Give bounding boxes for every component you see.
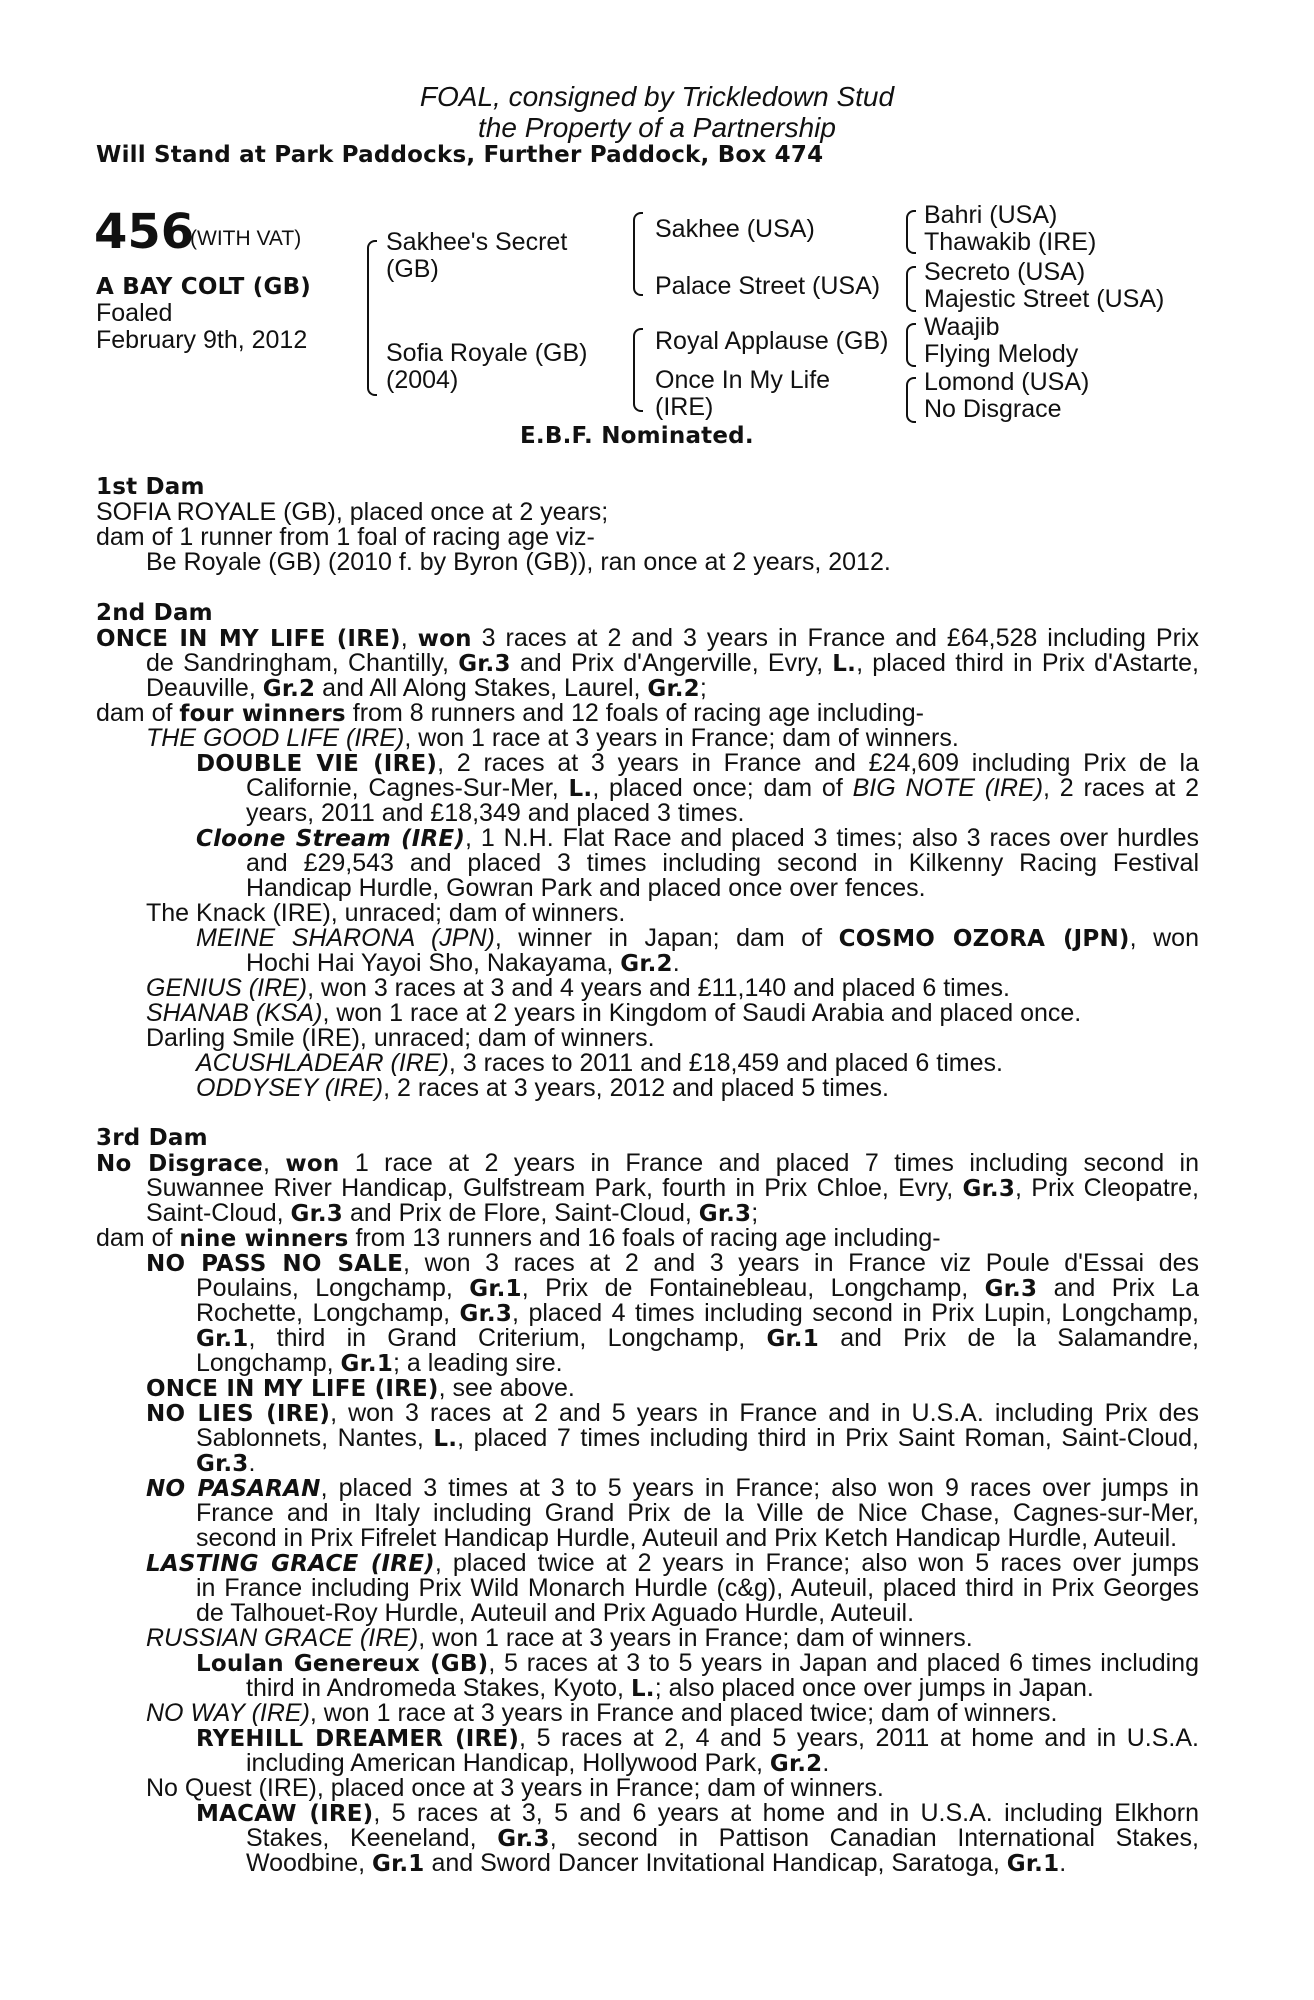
- horse-name: GENIUS (IRE): [146, 974, 308, 1002]
- pedigree-g3: Thawakib (IRE): [924, 228, 1097, 256]
- dam1-line: dam of 1 runner from 1 foal of racing age viz-: [96, 523, 595, 551]
- section-heading-1st-dam: 1st Dam: [96, 474, 205, 500]
- horse-name: RUSSIAN GRACE (IRE): [146, 1624, 419, 1652]
- horse-name: No Disgrace: [96, 1151, 263, 1177]
- text: .: [248, 1449, 256, 1477]
- dam3-line: [146, 1626, 973, 1651]
- dam3-line: in France including Prix Wild Monarch Hurdle (c&g), Auteuil, placed third in Prix Georges: [196, 1574, 1199, 1602]
- text: Deauville,: [146, 674, 263, 702]
- property-line: the Property of a Partnership: [478, 112, 836, 143]
- grade: Gr.2: [769, 1751, 823, 1777]
- text: , won 3 races at 3 and 4 years and £11,140 and placed 6 times.: [307, 974, 1010, 1002]
- text: , placed third in Prix d'Astarte,: [856, 649, 1199, 677]
- text: , placed 4 times including second in Prix Lupin, Longchamp,: [512, 1299, 1199, 1327]
- section-heading-2nd-dam: 2nd Dam: [96, 600, 213, 626]
- text: de Sandringham, Chantilly,: [146, 649, 459, 677]
- horse-name: LASTING GRACE (IRE): [146, 1551, 435, 1577]
- horse-name: NO WAY (IRE): [146, 1699, 310, 1727]
- text: , won 1 race at 3 years in France; dam of winners.: [418, 1624, 973, 1652]
- pedigree-brace: [633, 328, 643, 412]
- winners-count: four winners: [179, 701, 346, 727]
- text: dam of: [96, 699, 180, 727]
- text: Poulains, Longchamp,: [196, 1274, 470, 1302]
- grade: Gr.1: [1006, 1851, 1060, 1877]
- grade: Gr.1: [469, 1276, 522, 1302]
- dam3-line: [196, 1451, 255, 1477]
- text: , second in Pattison Canadian International Stakes,: [549, 1824, 1199, 1852]
- pedigree-dam-sire: Royal Applause (GB): [655, 327, 889, 355]
- grade: Gr.3: [458, 651, 511, 677]
- pedigree-brace: [906, 210, 916, 254]
- dam2-line: [146, 726, 959, 751]
- text: , 2 races at 2: [1043, 774, 1199, 802]
- section-heading-3rd-dam: 3rd Dam: [96, 1125, 208, 1151]
- grade: Gr.3: [962, 1176, 1016, 1202]
- dam3-line: [146, 1701, 1058, 1726]
- text: , 3 races to 2011 and £18,459 and placed 6 times.: [448, 1049, 1003, 1077]
- text: , 5 races at 2, 4 and 5 years, 2011 at home and in U.S.A.: [519, 1724, 1199, 1752]
- dam2-line: Handicap Hurdle, Gowran Park and placed once over fences.: [246, 874, 926, 902]
- pedigree-sire: Sakhee's Secret: [386, 228, 568, 256]
- grade: Gr.2: [620, 951, 673, 977]
- pedigree-g3: No Disgrace: [924, 395, 1062, 423]
- text: , 2 races at 3 years in France and £24,609 including Prix de la: [437, 749, 1199, 777]
- text: , placed once; dam of: [592, 774, 853, 802]
- dam2-line: [146, 1001, 1081, 1026]
- dam1-line: Be Royale (GB) (2010 f. by Byron (GB)), ran once at 2 years, 2012.: [146, 548, 891, 576]
- text: Suwannee River Handicap, Gulfstream Park, fourth in Prix Chloe, Evry,: [146, 1174, 963, 1202]
- dam3-line: [246, 1851, 1066, 1877]
- text: , 1 N.H. Flat Race and placed 3 times; also 3 races over hurdles: [465, 824, 1199, 852]
- horse-name: MACAW (IRE): [196, 1801, 374, 1827]
- pedigree-g3: Secreto (USA): [924, 258, 1086, 286]
- dam3-line: [196, 1326, 1199, 1352]
- text: , won 1 race at 2 years in Kingdom of Saudi Arabia and placed once.: [322, 999, 1082, 1027]
- text: .: [1059, 1849, 1067, 1877]
- pedigree-brace: [367, 240, 377, 396]
- text: Rochette, Longchamp,: [196, 1299, 460, 1327]
- grade: L.: [433, 1426, 458, 1452]
- consignor-line: FOAL, consigned by Trickledown Stud: [419, 81, 895, 112]
- stand-line: Will Stand at Park Paddocks, Further Paddock, Box 474: [96, 142, 824, 168]
- grade: Gr.3: [459, 1301, 513, 1327]
- text: , winner in Japan; dam of: [494, 924, 839, 952]
- pedigree-g3: Waajib: [924, 313, 1000, 341]
- won-label: won: [417, 626, 472, 652]
- text: ,: [400, 624, 418, 652]
- text: , placed 7 times including third in Prix Saint Roman, Saint-Cloud,: [457, 1424, 1200, 1452]
- text: .: [672, 949, 680, 977]
- text: , Prix Cleopatre,: [1015, 1174, 1199, 1202]
- text: , 2 races at 3 years, 2012 and placed 5 times.: [383, 1074, 889, 1102]
- grade: L.: [630, 1676, 655, 1702]
- grade: Gr.3: [497, 1826, 550, 1852]
- text: dam of: [96, 1224, 180, 1252]
- grade: Gr.2: [262, 676, 316, 702]
- text: , won 3 races at 2 and 5 years in France and in U.S.A. including Prix des: [330, 1399, 1199, 1427]
- dam2-line: [146, 976, 1010, 1001]
- text: , won 1 race at 3 years in France; dam of winners.: [404, 724, 959, 752]
- grade: Gr.1: [372, 1851, 425, 1877]
- dam2-line: [196, 1051, 1003, 1076]
- text: .: [822, 1749, 830, 1777]
- grade: Gr.1: [340, 1351, 394, 1377]
- horse-name: NO LIES (IRE): [146, 1401, 331, 1427]
- pedigree-g3: Majestic Street (USA): [924, 285, 1165, 313]
- text: and Prix La: [1037, 1274, 1199, 1302]
- pedigree-brace: [906, 266, 916, 312]
- text: from 8 runners and 12 foals of racing age including-: [345, 699, 924, 727]
- pedigree-dam: Sofia Royale (GB): [386, 339, 588, 367]
- horse-name: Loulan Genereux (GB): [196, 1651, 489, 1677]
- text: , won 3 races at 2 and 3 years in France viz Poule d'Essai des: [403, 1249, 1200, 1277]
- foaled-label: Foaled: [96, 299, 173, 327]
- text: Woodbine,: [246, 1849, 373, 1877]
- pedigree-dam-dam: Once In My Life: [655, 366, 831, 394]
- grade: Gr.3: [698, 1201, 752, 1227]
- text: , won: [1129, 924, 1199, 952]
- dam3-line: second in Prix Fifrelet Handicap Hurdle, Auteuil and Prix Ketch Handicap Hurdle, Auteuil.: [196, 1524, 1178, 1552]
- text: 3 races at 2 and 3 years in France and £64,528 including Prix: [471, 624, 1199, 652]
- text: , placed twice at 2 years in France; also won 5 races over jumps: [434, 1549, 1199, 1577]
- text: and Prix de Flore, Saint-Cloud,: [343, 1199, 699, 1227]
- text: ,: [262, 1149, 286, 1177]
- text: Saint-Cloud,: [146, 1199, 291, 1227]
- horse-name: ODDYSEY (IRE): [196, 1074, 384, 1102]
- text: Longchamp,: [196, 1349, 341, 1377]
- text: and All Along Stakes, Laurel,: [315, 674, 648, 702]
- dam2-line: [196, 1076, 889, 1101]
- grade: Gr.3: [290, 1201, 344, 1227]
- dam2-line: [146, 651, 1199, 677]
- horse-name: COSMO OZORA (JPN): [838, 926, 1130, 952]
- grade: Gr.3: [196, 1451, 249, 1477]
- text: and Prix d'Angerville, Evry,: [510, 649, 833, 677]
- dam3-line: France and in Italy including Grand Prix de la Ville de Nice Chase, Cagnes-sur-Mer,: [196, 1499, 1199, 1527]
- pedigree-dam-year: (2004): [386, 366, 459, 394]
- pedigree-sire-dam: Palace Street (USA): [655, 272, 881, 300]
- horse-name: ONCE IN MY LIFE (IRE): [146, 1376, 439, 1402]
- pedigree-g3: Bahri (USA): [924, 201, 1058, 229]
- text: Sablonnets, Nantes,: [196, 1424, 434, 1452]
- lot-title: A BAY COLT (GB): [96, 274, 312, 300]
- horse-name: NO PASS NO SALE: [146, 1251, 404, 1277]
- horse-name: Cloone Stream (IRE): [196, 826, 466, 852]
- grade: L.: [568, 776, 593, 802]
- dam3-line: de Talhouet-Roy Hurdle, Auteuil and Prix Aguado Hurdle, Auteuil.: [196, 1599, 915, 1627]
- text: , placed 3 times at 3 to 5 years in France; also won 9 races over jumps in: [320, 1474, 1200, 1502]
- horse-name: NO PASARAN: [146, 1476, 321, 1502]
- text: , see above.: [438, 1374, 575, 1402]
- text: ; a leading sire.: [393, 1349, 563, 1377]
- text: ;: [751, 1199, 759, 1227]
- text: , 5 races at 3 to 5 years in Japan and placed 6 times including: [488, 1649, 1199, 1677]
- grade: Gr.1: [196, 1326, 249, 1352]
- ebf-nominated: E.B.F. Nominated.: [520, 423, 754, 449]
- horse-name: ACUSHLADEAR (IRE): [196, 1049, 449, 1077]
- horse-name: DOUBLE VIE (IRE): [196, 751, 438, 777]
- pedigree-dam-dam-country: (IRE): [655, 393, 714, 421]
- grade: L.: [832, 651, 857, 677]
- dam3-line: No Quest (IRE), placed once at 3 years in France; dam of winners.: [146, 1774, 884, 1802]
- winners-count: nine winners: [179, 1226, 349, 1252]
- dam3-line: [196, 1426, 1199, 1452]
- text: Hochi Hai Yayoi Sho, Nakayama,: [246, 949, 621, 977]
- grade: Gr.2: [647, 676, 700, 702]
- lot-number: 456: [94, 204, 195, 260]
- text: and Prix de la Salamandre,: [818, 1324, 1199, 1352]
- pedigree-g3: Lomond (USA): [924, 368, 1090, 396]
- dam1-line: SOFIA ROYALE (GB), placed once at 2 years;: [96, 498, 609, 526]
- vat-label: (WITH VAT): [190, 227, 302, 250]
- text: and Sword Dancer Invitational Handicap, Saratoga,: [424, 1849, 1007, 1877]
- won-label: won: [285, 1151, 340, 1177]
- horse-name: BIG NOTE (IRE): [852, 774, 1044, 802]
- text: Stakes, Keeneland,: [246, 1824, 498, 1852]
- pedigree-brace: [906, 377, 916, 423]
- grade: Gr.3: [984, 1276, 1038, 1302]
- text: , won 1 race at 3 years in France and placed twice; dam of winners.: [309, 1699, 1058, 1727]
- pedigree-brace: [906, 323, 916, 367]
- grade: Gr.1: [766, 1326, 819, 1352]
- pedigree-g3: Flying Melody: [924, 340, 1079, 368]
- text: , third in Grand Criterium, Longchamp,: [248, 1324, 767, 1352]
- horse-name: THE GOOD LIFE (IRE): [146, 724, 405, 752]
- text: , Prix de Fontainebleau, Longchamp,: [521, 1274, 985, 1302]
- horse-name: SHANAB (KSA): [146, 999, 323, 1027]
- pedigree-sire-country: (GB): [386, 255, 439, 283]
- dam2-line: years, 2011 and £18,349 and placed 3 times.: [246, 799, 745, 827]
- foaled-date: February 9th, 2012: [96, 326, 308, 354]
- text: from 13 runners and 16 foals of racing age including-: [348, 1224, 941, 1252]
- pedigree-sire-sire: Sakhee (USA): [655, 215, 815, 243]
- text: Californie, Cagnes-Sur-Mer,: [246, 774, 569, 802]
- dam2-line: Darling Smile (IRE), unraced; dam of winners.: [146, 1024, 655, 1052]
- text: third in Andromeda Stakes, Kyoto,: [246, 1674, 631, 1702]
- horse-name: ONCE IN MY LIFE (IRE): [96, 626, 401, 652]
- dam2-line: The Knack (IRE), unraced; dam of winners.: [146, 899, 626, 927]
- text: including American Handicap, Hollywood Park,: [246, 1749, 770, 1777]
- text: ;: [699, 674, 707, 702]
- dam2-line: and £29,543 and placed 3 times including second in Kilkenny Racing Festival: [246, 849, 1199, 877]
- text: , 5 races at 3, 5 and 6 years at home and in U.S.A. including Elkhorn: [373, 1799, 1199, 1827]
- horse-name: MEINE SHARONA (JPN): [196, 924, 495, 952]
- text: ; also placed once over jumps in Japan.: [654, 1674, 1094, 1702]
- pedigree-brace: [633, 212, 643, 296]
- horse-name: RYEHILL DREAMER (IRE): [196, 1726, 520, 1752]
- text: 1 race at 2 years in France and placed 7 times including second in: [339, 1149, 1199, 1177]
